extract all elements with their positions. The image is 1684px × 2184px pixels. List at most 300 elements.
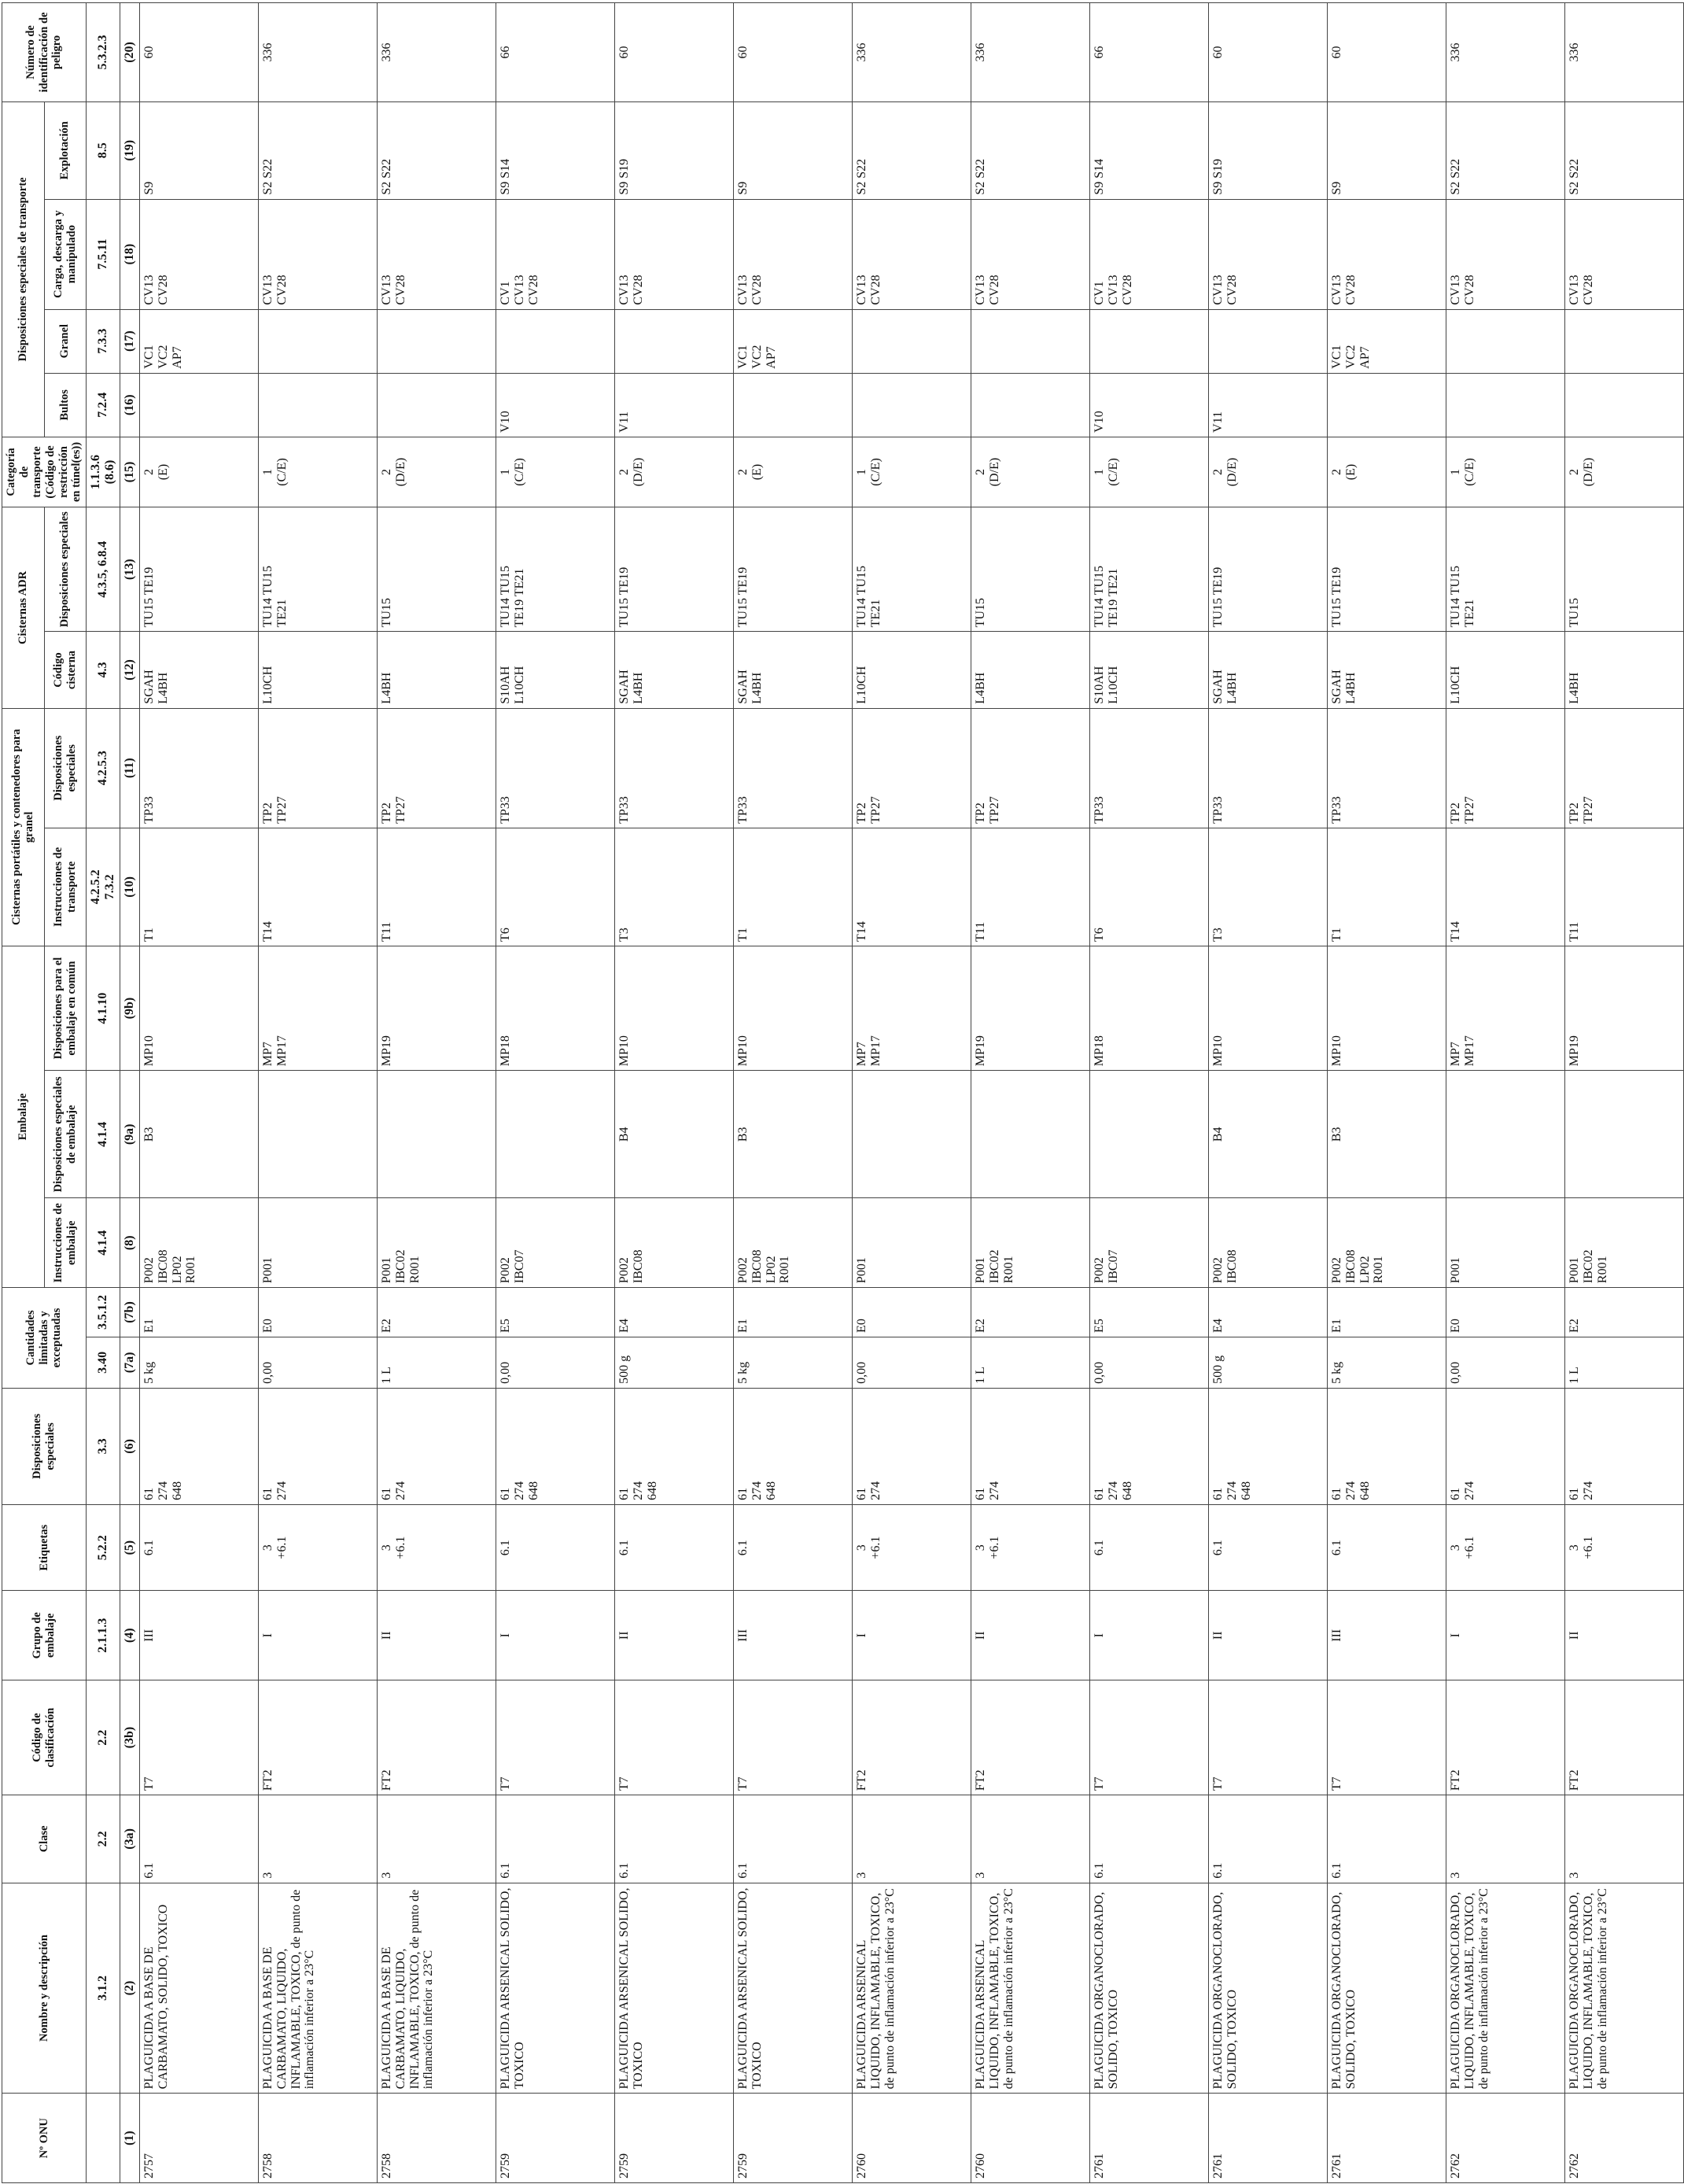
adr-special-cell: TU15 [971,507,1089,632]
tank-instructions-cell: T6 [1089,828,1208,946]
tank-code-cell: S10AH L10CH [496,632,614,708]
bulk-cell [614,309,733,373]
header-tank-instructions: Instrucciones de transporte [44,828,87,946]
hazard-id-cell: 60 [614,3,733,102]
transport-category-cell: 1 (C/E) [1446,437,1564,507]
adr-special-cell: TU15 [377,507,496,632]
packing-instructions-cell: P002 IBC07 [496,1198,614,1288]
class-cell: 6.1 [139,1795,258,1883]
limited-quantity-cell: 5 kg [733,1337,852,1388]
excepted-quantity-cell: E2 [1564,1288,1683,1337]
special-provisions-cell: 61 274 648 [733,1388,852,1504]
bulk-cell [852,309,971,373]
classification-code-cell: FT2 [258,1680,377,1795]
packing-group-cell: I [1446,1591,1564,1680]
packing-group-cell: I [852,1591,971,1680]
labels-cell: 3 +6.1 [1564,1504,1683,1591]
excepted-quantity-cell: E0 [852,1288,971,1337]
tank-special-cell: TP2 TP27 [971,708,1089,828]
special-packing-cell [496,1071,614,1198]
transport-category-cell: 1 (C/E) [258,437,377,507]
special-provisions-cell: 61 274 648 [1208,1388,1327,1504]
tank-instructions-cell: T11 [971,828,1089,946]
class-cell: 3 [1446,1795,1564,1883]
special-packing-cell: B4 [614,1071,733,1198]
col-num-cell: (7a) [120,1337,139,1388]
header-loading: Carga, descarga y manipulado [44,199,87,309]
transport-category-cell: 2 (E) [733,437,852,507]
header-special-transport: Disposiciones especiales de transporte [2,101,45,437]
special-provisions-cell: 61 274 [1564,1388,1683,1504]
classification-code-cell: FT2 [377,1680,496,1795]
header-class: Clase [2,1795,87,1883]
excepted-quantity-cell: E1 [1327,1288,1446,1337]
packing-group-cell: III [733,1591,852,1680]
special-packing-cell [971,1071,1089,1198]
col-num-cell: (15) [120,437,139,507]
tank-instructions-cell: T1 [733,828,852,946]
tank-instructions-cell: T14 [1446,828,1564,946]
packing-group-cell: I [496,1591,614,1680]
col-num-cell: (16) [120,373,139,437]
mixed-packing-cell: MP19 [1564,946,1683,1070]
adr-special-cell: TU15 TE19 [614,507,733,632]
special-provisions-cell: 61 274 [258,1388,377,1504]
class-cell: 6.1 [1327,1795,1446,1883]
header-row-1 [2,3,45,2183]
limited-quantity-cell: 1 L [377,1337,496,1388]
tank-instructions-cell: T6 [496,828,614,946]
operation-cell: S2 S22 [971,101,1089,199]
ref-cell: 3.3 [87,1388,120,1504]
tank-special-cell: TP2 TP27 [258,708,377,828]
packing-group-cell: III [1327,1591,1446,1680]
excepted-quantity-cell: E0 [1446,1288,1564,1337]
tank-special-cell: TP33 [496,708,614,828]
class-cell: 6.1 [1208,1795,1327,1883]
transport-category-cell: 2 (D/E) [1208,437,1327,507]
header-un-no: Nº ONU [2,2094,87,2183]
loading-cell: CV13 CV28 [139,199,258,309]
packing-group-cell: II [971,1591,1089,1680]
transport-category-cell: 1 (C/E) [1089,437,1208,507]
packing-instructions-cell: P002 IBC08 LP02 R001 [139,1198,258,1288]
mixed-packing-cell: MP10 [1327,946,1446,1070]
tank-instructions-cell: T3 [1208,828,1327,946]
labels-cell: 6.1 [1089,1504,1208,1591]
packing-instructions-cell: P002 IBC08 [1208,1198,1327,1288]
packages-cell [733,373,852,437]
excepted-quantity-cell: E0 [258,1288,377,1337]
header-packages: Bultos [44,373,87,437]
header-special-packing: Disposiciones especiales de embalaje [44,1071,87,1198]
tank-code-cell: L10CH [852,632,971,708]
un-number-cell: 2759 [614,2094,733,2183]
special-packing-cell: B3 [1327,1071,1446,1198]
hazard-id-cell: 336 [852,3,971,102]
ref-cell: 2.2 [87,1680,120,1795]
labels-cell: 3 +6.1 [852,1504,971,1591]
mixed-packing-cell: MP7 MP17 [852,946,971,1070]
col-num-cell: (7b) [120,1288,139,1337]
excepted-quantity-cell: E1 [733,1288,852,1337]
table-row [1208,3,1327,2183]
table-row [733,3,852,2183]
header-tank-special: Disposiciones especiales [44,708,87,828]
tank-special-cell: TP33 [1089,708,1208,828]
operation-cell: S2 S22 [1564,101,1683,199]
mixed-packing-cell: MP10 [614,946,733,1070]
transport-category-cell: 2 (D/E) [377,437,496,507]
transport-category-cell: 1 (C/E) [496,437,614,507]
packing-group-cell: I [1089,1591,1208,1680]
labels-cell: 6.1 [496,1504,614,1591]
operation-cell: S9 S14 [496,101,614,199]
tank-code-cell: L4BH [971,632,1089,708]
packages-cell [971,373,1089,437]
labels-cell: 6.1 [1327,1504,1446,1591]
bulk-cell [496,309,614,373]
hazard-id-cell: 336 [971,3,1089,102]
adr-special-cell: TU15 TE19 [1208,507,1327,632]
operation-cell: S9 S19 [1208,101,1327,199]
tank-special-cell: TP2 TP27 [1446,708,1564,828]
special-packing-cell [1089,1071,1208,1198]
header-adr-special: Disposiciones especiales [44,507,87,632]
col-num-cell: (20) [120,3,139,102]
col-num-cell: (12) [120,632,139,708]
class-cell: 6.1 [496,1795,614,1883]
header-name: Nombre y descripción [2,1883,87,2094]
special-provisions-cell: 61 274 648 [1327,1388,1446,1504]
excepted-quantity-cell: E5 [1089,1288,1208,1337]
special-provisions-cell: 61 274 648 [139,1388,258,1504]
special-provisions-cell: 61 274 [971,1388,1089,1504]
substance-name-cell: PLAGUICIDA ORGANOCLORADO, SOLIDO, TOXICO [1327,1883,1446,2094]
special-packing-cell [852,1071,971,1198]
un-number-cell: 2759 [733,2094,852,2183]
tank-instructions-cell: T11 [1564,828,1683,946]
special-provisions-cell: 61 274 648 [1089,1388,1208,1504]
packing-group-cell: I [258,1591,377,1680]
un-number-cell: 2761 [1327,2094,1446,2183]
ref-cell: 8.5 [87,101,120,199]
transport-category-cell: 1 (C/E) [852,437,971,507]
table-row [1327,3,1446,2183]
classification-code-cell: T7 [496,1680,614,1795]
packages-cell [139,373,258,437]
packages-cell [377,373,496,437]
table-row [496,3,614,2183]
mixed-packing-cell: MP10 [1208,946,1327,1070]
loading-cell: CV13 CV28 [1208,199,1327,309]
column-number-row [120,3,139,2183]
mixed-packing-cell: MP7 MP17 [258,946,377,1070]
col-num-cell: (13) [120,507,139,632]
tank-code-cell: S10AH L10CH [1089,632,1208,708]
ref-cell-empty [87,2094,120,2183]
un-number-cell: 2757 [139,2094,258,2183]
labels-cell: 6.1 [1208,1504,1327,1591]
limited-quantity-cell: 1 L [1564,1337,1683,1388]
special-provisions-cell: 61 274 648 [614,1388,733,1504]
adr-special-cell: TU14 TU15 TE21 [1446,507,1564,632]
ref-cell: 2.2 [87,1795,120,1883]
tank-special-cell: TP2 TP27 [377,708,496,828]
ref-cell: 3.5.1.2 [87,1288,120,1337]
tank-instructions-cell: T1 [139,828,258,946]
un-number-cell: 2762 [1446,2094,1564,2183]
limited-quantity-cell: 0,00 [852,1337,971,1388]
ref-cell: 3.40 [87,1337,120,1388]
mixed-packing-cell: MP10 [139,946,258,1070]
substance-name-cell: PLAGUICIDA ARSENICAL LIQUIDO, INFLAMABLE, TOXICO, de punto de inflamación inferior a 23°C [971,1883,1089,2094]
ref-cell: 4.1.4 [87,1198,120,1288]
labels-cell: 3 +6.1 [1446,1504,1564,1591]
packing-group-cell: II [1564,1591,1683,1680]
hazard-id-cell: 336 [1564,3,1683,102]
excepted-quantity-cell: E1 [139,1288,258,1337]
bulk-cell [258,309,377,373]
class-cell: 3 [377,1795,496,1883]
rotated-page [2,2,1609,2183]
mixed-packing-cell: MP19 [377,946,496,1070]
operation-cell: S9 [1327,101,1446,199]
ref-cell: 3.1.2 [87,1883,120,2094]
header-mixed-packing: Disposiciones para el embalaje en común [44,946,87,1070]
adr-special-cell: TU15 [1564,507,1683,632]
tank-instructions-cell: T11 [377,828,496,946]
limited-quantity-cell: 5 kg [139,1337,258,1388]
ref-cell: 7.5.11 [87,199,120,309]
ref-cell: 7.2.4 [87,373,120,437]
loading-cell: CV13 CV28 [971,199,1089,309]
tank-instructions-cell: T14 [852,828,971,946]
hazard-id-cell: 60 [139,3,258,102]
substance-name-cell: PLAGUICIDA ARSENICAL SOLIDO, TOXICO [496,1883,614,2094]
un-number-cell: 2761 [1089,2094,1208,2183]
labels-cell: 6.1 [139,1504,258,1591]
operation-cell: S2 S22 [377,101,496,199]
classification-code-cell: T7 [1208,1680,1327,1795]
col-num-cell: (17) [120,309,139,373]
tank-code-cell: SGAH L4BH [733,632,852,708]
col-num-cell: (4) [120,1591,139,1680]
ref-cell: 4.3.5, 6.8.4 [87,507,120,632]
hazard-id-cell: 66 [1089,3,1208,102]
loading-cell: CV13 CV28 [1564,199,1683,309]
class-cell: 6.1 [1089,1795,1208,1883]
header-special-provisions: Disposiciones especiales [2,1388,87,1504]
classification-code-cell: T7 [1089,1680,1208,1795]
header-bulk: Granel [44,309,87,373]
packages-cell: V11 [1208,373,1327,437]
mixed-packing-cell: MP18 [1089,946,1208,1070]
ref-cell: 2.1.1.3 [87,1591,120,1680]
un-number-cell: 2762 [1564,2094,1683,2183]
hazard-id-cell: 66 [496,3,614,102]
header-labels: Etiquetas [2,1504,87,1591]
col-num-cell: (19) [120,101,139,199]
table-row [1564,3,1683,2183]
hazard-id-cell: 336 [258,3,377,102]
ref-cell: 4.1.10 [87,946,120,1070]
transport-category-cell: 2 (D/E) [1564,437,1683,507]
class-cell: 6.1 [733,1795,852,1883]
bulk-cell: VC1 VC2 AP7 [1327,309,1446,373]
bulk-cell [377,309,496,373]
col-num-cell: (18) [120,199,139,309]
packing-instructions-cell: P001 [1446,1198,1564,1288]
special-provisions-cell: 61 274 [1446,1388,1564,1504]
table-body [139,3,1683,2183]
tank-special-cell: TP33 [733,708,852,828]
tank-code-cell: L10CH [1446,632,1564,708]
packing-instructions-cell: P002 IBC08 [614,1198,733,1288]
class-cell: 3 [1564,1795,1683,1883]
col-num-cell: (10) [120,828,139,946]
col-num-cell: (11) [120,708,139,828]
labels-cell: 3 +6.1 [258,1504,377,1591]
packing-instructions-cell: P002 IBC08 LP02 R001 [733,1198,852,1288]
hazard-id-cell: 336 [377,3,496,102]
substance-name-cell: PLAGUICIDA A BASE DE CARBAMATO, LIQUIDO, INFLAMABLE, TOXICO, de punto de inflamación inferior a 23°C [258,1883,377,2094]
ref-cell: 4.2.5.2 7.3.2 [87,828,120,946]
tank-code-cell: SGAH L4BH [139,632,258,708]
classification-code-cell: FT2 [852,1680,971,1795]
loading-cell: CV13 CV28 [377,199,496,309]
labels-cell: 6.1 [733,1504,852,1591]
loading-cell: CV1 CV13 CV28 [1089,199,1208,309]
loading-cell: CV13 CV28 [852,199,971,309]
col-num-cell: (9b) [120,946,139,1070]
tank-special-cell: TP2 TP27 [852,708,971,828]
packing-instructions-cell: P001 IBC02 R001 [377,1198,496,1288]
un-number-cell: 2761 [1208,2094,1327,2183]
mixed-packing-cell: MP10 [733,946,852,1070]
substance-name-cell: PLAGUICIDA ORGANOCLORADO, SOLIDO, TOXICO [1089,1883,1208,2094]
packages-cell [1327,373,1446,437]
special-provisions-cell: 61 274 648 [496,1388,614,1504]
un-number-cell: 2760 [971,2094,1089,2183]
un-number-cell: 2760 [852,2094,971,2183]
packing-group-cell: III [139,1591,258,1680]
substance-name-cell: PLAGUICIDA ARSENICAL SOLIDO, TOXICO [614,1883,733,2094]
tank-special-cell: TP33 [1208,708,1327,828]
header-adr-tanks: Cisternas ADR [2,507,45,709]
col-num-cell: (8) [120,1198,139,1288]
table-row [139,3,258,2183]
packing-group-cell: II [1208,1591,1327,1680]
limited-quantity-cell: 500 g [1208,1337,1327,1388]
ref-cell: 5.2.2 [87,1504,120,1591]
col-num-cell: (6) [120,1388,139,1504]
tank-instructions-cell: T14 [258,828,377,946]
substance-name-cell: PLAGUICIDA ORGANOCLORADO, LIQUIDO, INFLAMABLE, TOXICO, de punto de inflamación inferior a 23°C [1564,1883,1683,2094]
hazard-id-cell: 60 [733,3,852,102]
limited-quantity-cell: 1 L [971,1337,1089,1388]
un-number-cell: 2759 [496,2094,614,2183]
transport-category-cell: 2 (E) [1327,437,1446,507]
packing-instructions-cell: P001 IBC02 R001 [1564,1198,1683,1288]
classification-code-cell: FT2 [971,1680,1089,1795]
packing-instructions-cell: P001 [258,1198,377,1288]
limited-quantity-cell: 0,00 [496,1337,614,1388]
labels-cell: 6.1 [614,1504,733,1591]
packing-instructions-cell: P002 IBC08 LP02 R001 [1327,1198,1446,1288]
bulk-cell [971,309,1089,373]
table-row [971,3,1089,2183]
special-packing-cell: B3 [139,1071,258,1198]
hazard-id-cell: 60 [1208,3,1327,102]
col-num-cell: (3b) [120,1680,139,1795]
excepted-quantity-cell: E5 [496,1288,614,1337]
substance-name-cell: PLAGUICIDA ARSENICAL LIQUIDO, INFLAMABLE, TOXICO, de punto de inflamación inferior a 23°C [852,1883,971,2094]
col-num-cell: (1) [120,2094,139,2183]
operation-cell: S9 S19 [614,101,733,199]
table-row [377,3,496,2183]
hazard-id-cell: 336 [1446,3,1564,102]
un-number-cell: 2758 [377,2094,496,2183]
operation-cell: S2 S22 [1446,101,1564,199]
special-packing-cell [1564,1071,1683,1198]
loading-cell: CV13 CV28 [1327,199,1446,309]
tank-special-cell: TP33 [614,708,733,828]
tank-code-cell: SGAH L4BH [1327,632,1446,708]
special-packing-cell: B4 [1208,1071,1327,1198]
table-row [852,3,971,2183]
classification-code-cell: T7 [614,1680,733,1795]
substance-name-cell: PLAGUICIDA ARSENICAL SOLIDO, TOXICO [733,1883,852,2094]
packages-cell: V10 [1089,373,1208,437]
operation-cell: S9 [139,101,258,199]
packages-cell: V10 [496,373,614,437]
adr-special-cell: TU15 TE19 [733,507,852,632]
bulk-cell: VC1 VC2 AP7 [139,309,258,373]
tank-code-cell: SGAH L4BH [614,632,733,708]
bulk-cell [1446,309,1564,373]
packages-cell [258,373,377,437]
class-cell: 3 [971,1795,1089,1883]
operation-cell: S9 [733,101,852,199]
special-packing-cell: B3 [733,1071,852,1198]
substance-name-cell: PLAGUICIDA A BASE DE CARBAMATO, LIQUIDO, INFLAMABLE, TOXICO, de punto de inflamación inferior a 23°C [377,1883,496,2094]
loading-cell: CV13 CV28 [258,199,377,309]
ref-cell: 5.3.2.3 [87,3,120,102]
table-row [614,3,733,2183]
ref-cell: 4.1.4 [87,1071,120,1198]
packages-cell [852,373,971,437]
classification-code-cell: T7 [139,1680,258,1795]
bulk-cell [1089,309,1208,373]
transport-category-cell: 2 (D/E) [614,437,733,507]
limited-quantity-cell: 0,00 [258,1337,377,1388]
transport-category-cell: 2 (D/E) [971,437,1089,507]
header-limited-excepted: Cantidades limitadas y exceptuadas [2,1288,87,1389]
mixed-packing-cell: MP7 MP17 [1446,946,1564,1070]
classification-code-cell: T7 [1327,1680,1446,1795]
tank-instructions-cell: T3 [614,828,733,946]
special-packing-cell [1446,1071,1564,1198]
packing-instructions-cell: P002 IBC07 [1089,1198,1208,1288]
labels-cell: 3 +6.1 [377,1504,496,1591]
bulk-cell: VC1 VC2 AP7 [733,309,852,373]
substance-name-cell: PLAGUICIDA A BASE DE CARBAMATO, SOLIDO, TOXICO [139,1883,258,2094]
packing-instructions-cell: P001 IBC02 R001 [971,1198,1089,1288]
limited-quantity-cell: 0,00 [1089,1337,1208,1388]
adr-special-cell: TU15 TE19 [139,507,258,632]
header-operation: Explotación [44,101,87,199]
